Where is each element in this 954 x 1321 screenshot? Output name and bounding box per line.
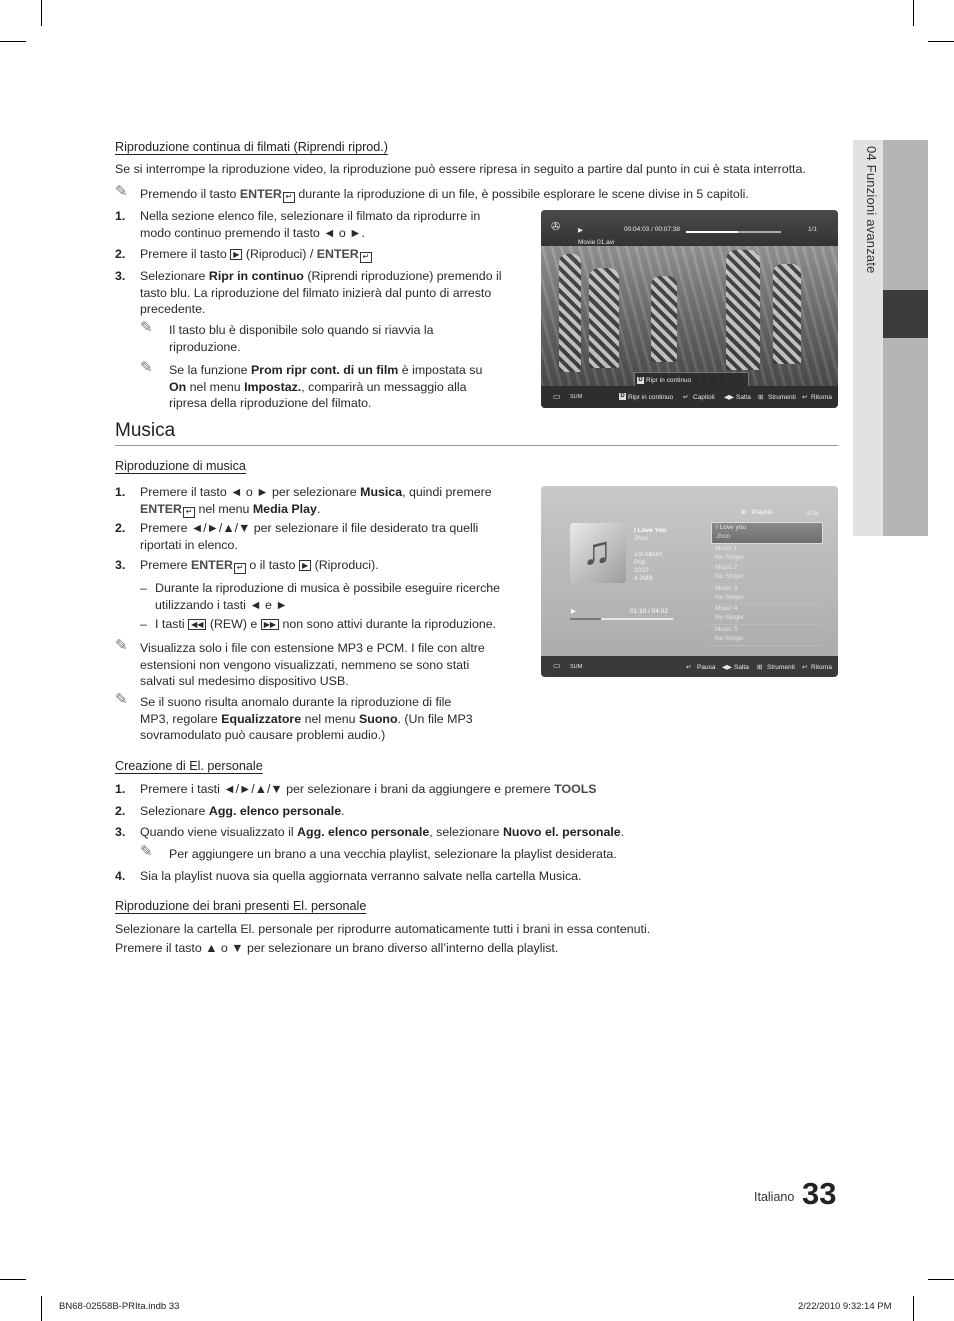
- enter-icon: ↵: [686, 664, 692, 671]
- video-count: 1/1: [808, 226, 818, 233]
- playlist-item[interactable]: Music 3 No Singer: [711, 584, 821, 605]
- video-btn-return[interactable]: Ritorna: [811, 394, 832, 401]
- tools-icon: ⊞: [758, 394, 764, 401]
- video-time: 00:04:03 / 00:07:38: [624, 226, 681, 233]
- playlist-step-1: 1. Premere i tasti ◄/►/▲/▼ per selezionare i brani da aggiungere e premere TOOLS: [115, 782, 597, 796]
- enter-key-label: ENTER: [239, 187, 282, 201]
- playlist-step-3: 3. Quando viene visualizzato il Agg. elenco personale, selezionare Nuovo el. personale.: [115, 825, 625, 839]
- playlist-step-2: 2. Selezionare Agg. elenco personale.: [115, 804, 345, 818]
- track-genre: Pop: [634, 559, 646, 566]
- rewind-key-icon: ◀◀: [188, 619, 206, 630]
- giraffe-shape: [589, 268, 619, 368]
- album-art: [570, 523, 626, 583]
- music-progress-bar: [570, 618, 673, 620]
- note-equalizer: Se il suono risulta anomalo durante la riproduzione di file MP3, regolare Equalizzatore nel menu Suono. (Un file MP3 sovramodulato può causare problemi audio.): [140, 695, 473, 742]
- video-filename: Movie 01.avi: [578, 239, 615, 246]
- music-time: 01:10 / 04:02: [630, 608, 668, 615]
- music-step-2: 2. Premere ◄/►/▲/▼ per selezionare il file desiderato tra quelli riportati in elenco.: [115, 521, 479, 552]
- playlist-count: 3/15: [806, 510, 819, 517]
- crop-mark: [41, 0, 42, 26]
- video-btn-skip[interactable]: Salta: [736, 394, 751, 401]
- enter-icon: ↵: [360, 252, 372, 263]
- subnote-resume-setting: Se la funzione Prom ripr cont. di un film è impostata su On nel menu Impostaz., comparirà un messaggio alla ripresa della riproduzione del filmato.: [169, 363, 483, 410]
- video-bottom-bar: [541, 386, 838, 408]
- playlist-icon: ⊕: [741, 509, 747, 516]
- playlist-item-selected[interactable]: I Love you Jhon: [711, 522, 823, 544]
- video-btn-chapters[interactable]: Capitoli: [693, 394, 715, 401]
- enter-icon: ↵: [283, 192, 295, 203]
- music-step-1: 1. Premere il tasto ◄ o ► per selezionare Musica, quindi premere ENTER ↵ nel menu Media Play.: [115, 485, 492, 516]
- track-size: 4.2MB: [634, 575, 653, 582]
- fast-forward-key-icon: ▶▶: [261, 619, 279, 630]
- usb-icon: ▭: [553, 661, 561, 670]
- giraffe-shape: [726, 250, 760, 370]
- video-play-icon: ▶: [578, 227, 583, 234]
- video-film-icon: ✇: [551, 221, 561, 233]
- note-icon: ✎: [115, 637, 128, 654]
- giraffe-shape: [773, 264, 801, 364]
- section-title-resume: Riproduzione continua di filmati (Riprendi riprod.): [115, 140, 388, 154]
- dash-rew-ff: – I tasti ◀◀ (REW) e ▶▶ non sono attivi durante la riproduzione.: [140, 617, 497, 631]
- section-title-music-playback: Riproduzione di musica: [115, 459, 246, 473]
- video-btn-resume[interactable]: Ripr in continuo: [628, 394, 674, 401]
- step-3: 3. Selezionare Ripr in continuo (Riprendi riproduzione) premendo il tasto blu. La riproduzione del filmato inizierà dal punto di arresto precedente.: [115, 269, 502, 316]
- chapter-tab-marker: [883, 290, 928, 338]
- track-artist: Jhon: [634, 535, 649, 542]
- music-btn-pause[interactable]: Pausa: [697, 664, 716, 671]
- playlist-item[interactable]: Music 4 No Singer: [711, 604, 821, 625]
- crop-mark: [913, 1296, 914, 1321]
- note-icon: ✎: [140, 359, 153, 376]
- music-player-screenshot: [541, 486, 838, 677]
- blue-d-key-icon: D: [620, 393, 625, 399]
- playlist-step-4: 4. Sia la playlist nuova sia quella aggiornata verranno salvate nella cartella Musica.: [115, 869, 582, 883]
- crop-mark: [0, 1279, 26, 1280]
- blue-d-key-icon: D: [638, 377, 643, 383]
- return-icon: ↩: [802, 664, 808, 671]
- video-top-bar: [541, 210, 838, 246]
- music-btn-skip[interactable]: Salta: [734, 664, 749, 671]
- left-right-icon: ◀▶: [722, 664, 732, 671]
- play-key-icon: ▶: [299, 560, 311, 571]
- page-number: 33: [802, 1176, 837, 1211]
- playlist-label: Playlist: [752, 509, 773, 516]
- enter-icon: ↵: [234, 563, 246, 574]
- print-date: 2/22/2010 9:32:14 PM: [798, 1301, 892, 1312]
- playlist-item[interactable]: Music 1 No Singer: [711, 544, 821, 565]
- subnote-blue-key: Il tasto blu è disponibile solo quando si riavvia la riproduzione.: [169, 323, 434, 354]
- crop-mark: [913, 0, 914, 26]
- section-heading-musica: Musica: [115, 420, 176, 441]
- chapter-tab-gray: [883, 140, 928, 536]
- playlist-item[interactable]: Music 5 No Singer: [711, 625, 821, 646]
- step-1: 1. Nella sezione elenco file, selezionare il filmato da riprodurre in modo continuo premendo il tasto ◄ o ►.: [115, 209, 481, 240]
- return-icon: ↩: [802, 394, 808, 401]
- language-label: Italiano: [754, 1190, 795, 1204]
- crop-mark: [928, 41, 954, 42]
- video-player-screenshot: [541, 210, 838, 408]
- playlist-playback-line2: Premere il tasto ▲ o ▼ per selezionare un brano diverso all’interno della playlist.: [115, 941, 559, 955]
- enter-icon: ↵: [183, 507, 195, 518]
- crop-mark: [928, 1279, 954, 1280]
- note-add-old-playlist: Per aggiungere un brano a una vecchia playlist, selezionare la playlist desiderata.: [169, 847, 617, 861]
- play-key-icon: ▶: [230, 249, 242, 260]
- video-progress-fill: [686, 231, 738, 233]
- left-right-icon: ◀▶: [724, 394, 734, 401]
- music-progress-fill: [570, 618, 601, 620]
- step-2: 2. Premere il tasto ▶ (Riproduci) / ENTER ↵: [115, 246, 515, 263]
- playlist-item[interactable]: Music 2 No Singer: [711, 563, 821, 584]
- crop-mark: [0, 41, 26, 42]
- video-scene-giraffes: [541, 246, 838, 386]
- dash-search: – Durante la riproduzione di musica è possibile eseguire ricerche utilizzando i tasti ◄ e ►: [140, 581, 501, 612]
- note-icon: ✎: [140, 843, 153, 860]
- music-play-icon: ▶: [571, 608, 576, 615]
- music-bottom-bar: [541, 656, 838, 677]
- track-title: I Love You: [634, 527, 667, 534]
- music-btn-return[interactable]: Ritorna: [811, 664, 832, 671]
- music-btn-tools[interactable]: Strumenti: [767, 664, 795, 671]
- music-note-icon: ♫: [582, 529, 612, 573]
- note-icon: ✎: [140, 319, 153, 336]
- tools-icon: ⊞: [757, 664, 763, 671]
- note-icon: ✎: [115, 691, 128, 708]
- video-device-name: SUM: [570, 394, 583, 400]
- giraffe-shape: [559, 254, 581, 372]
- note-file-types: Visualizza solo i file con estensione MP3 e PCM. I file con altre estensioni non vengono visualizzati, nemmeno se sono stati salvati sul medesimo dispositivo USB.: [140, 641, 485, 688]
- note-icon: ✎: [115, 183, 128, 200]
- chapter-tab: [853, 140, 928, 536]
- popup-option-resume[interactable]: Ripr in continuo: [646, 377, 692, 384]
- giraffe-shape: [651, 276, 677, 362]
- section-title-playlist-playback: Riproduzione dei brani presenti El. personale: [115, 899, 367, 913]
- crop-mark: [41, 1296, 42, 1321]
- video-btn-tools[interactable]: Strumenti: [768, 394, 796, 401]
- music-device-name: SUM: [570, 664, 583, 670]
- heading-rule: [115, 445, 838, 446]
- track-year: 2010: [634, 567, 649, 574]
- track-album: 1st Album: [634, 551, 663, 558]
- chapter-tab-label: 04 Funzioni avanzate: [864, 146, 879, 274]
- note-chapters: Premendo il tasto ENTER ↵ durante la riproduzione di un file, è possibile esplorare le scene divise in 5 capitoli.: [140, 187, 749, 201]
- usb-icon: ▭: [553, 392, 561, 401]
- enter-icon: ↵: [683, 394, 689, 401]
- video-progress-bar: [686, 231, 781, 233]
- music-step-3: 3. Premere ENTER ↵ o il tasto ▶ (Riproduci).: [115, 558, 379, 572]
- section-title-create-playlist: Creazione di El. personale: [115, 759, 263, 773]
- section-intro: Se si interrompe la riproduzione video, la riproduzione può essere ripresa in seguito a partire dal punto in cui è stata interrotta.: [115, 162, 806, 176]
- print-file-name: BN68-02558B-PRIta.indb 33: [59, 1301, 180, 1312]
- playlist-playback-line1: Selezionare la cartella El. personale per riprodurre automaticamente tutti i brani in essa contenuti.: [115, 922, 651, 936]
